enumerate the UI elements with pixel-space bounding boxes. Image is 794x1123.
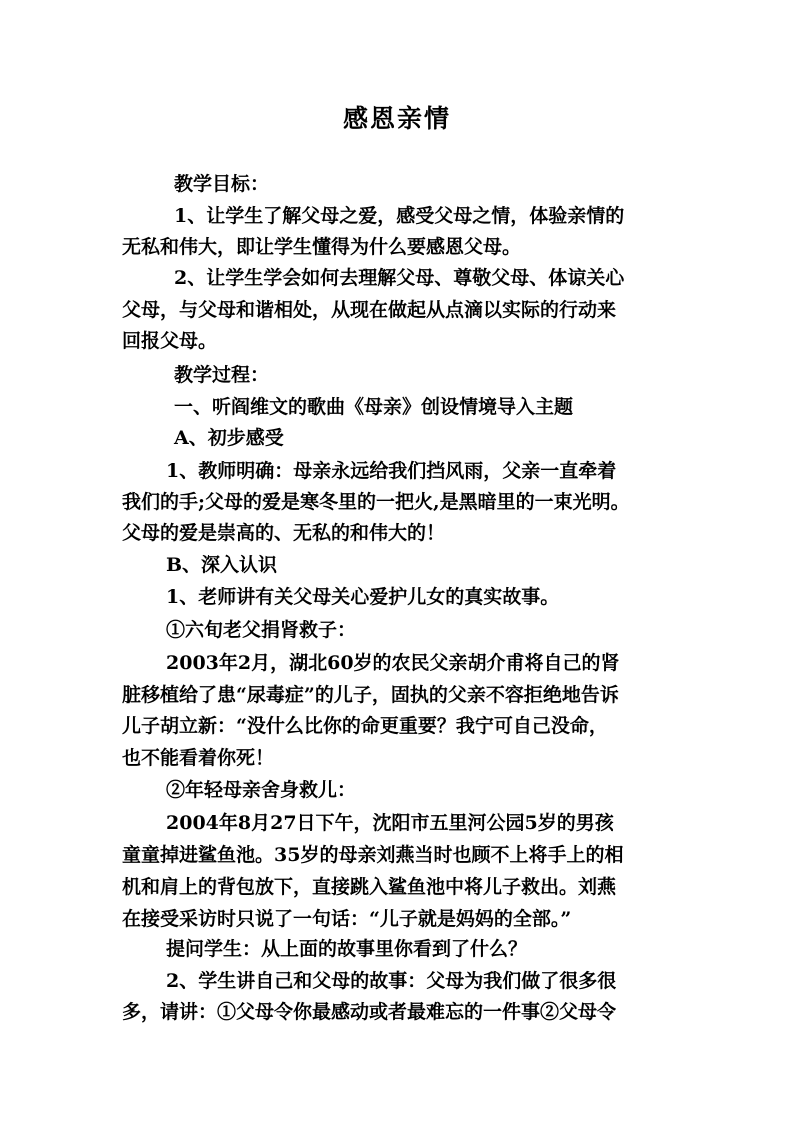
text-line: 也不能看着你死！	[122, 747, 275, 769]
text-line: 机和肩上的背包放下，直接跳入鲨鱼池中将儿子救出。刘燕	[122, 876, 617, 898]
text-line: 1、老师讲有关父母关心爱护儿女的真实故事。	[166, 586, 560, 608]
text-line: 童童掉进鲨鱼池。35岁的母亲刘燕当时也顾不上将手上的相	[122, 844, 624, 866]
text-line: 2、让学生学会如何去理解父母、尊敬父母、体谅关心	[174, 267, 625, 289]
text-line: ②年轻母亲舍身救儿：	[166, 779, 357, 801]
text-line: 回报父母。	[122, 330, 218, 352]
text-line: 在接受采访时只说了一句话：“儿子就是妈妈的全部。”	[122, 908, 572, 930]
text-line: 1、教师明确：母亲永远给我们挡风雨，父亲一直牵着	[166, 460, 617, 482]
text-line: 教学过程：	[174, 364, 270, 386]
text-line: 2、学生讲自己和父母的故事：父母为我们做了很多很	[166, 970, 617, 992]
text-line: 教学目标：	[174, 173, 270, 195]
text-line: 2003年2月，湖北60岁的农民父亲胡介甫将自己的肾	[166, 652, 620, 674]
text-line: 父母，与父母和谐相处，从现在做起从点滴以实际的行动来	[122, 299, 617, 321]
text-line: 1、让学生了解父母之爱，感受父母之情，体验亲情的	[174, 205, 625, 227]
text-line: 提问学生：从上面的故事里你看到了什么？	[166, 938, 528, 960]
text-line: B、深入认识	[166, 554, 278, 576]
text-line: 儿子胡立新：“没什么比你的命更重要？我宁可自己没命，	[122, 715, 608, 737]
text-line: 无私和伟大，即让学生懂得为什么要感恩父母。	[122, 236, 522, 258]
document-title: 感恩亲情	[342, 104, 451, 133]
text-line: 2004年8月27日下午，沈阳市五里河公园5岁的男孩	[166, 812, 614, 834]
text-line: ①六旬老父捐肾救子：	[166, 619, 357, 641]
text-line: 我们的手;父母的爱是寒冬里的一把火,是黑暗里的一束光明。	[122, 491, 630, 513]
text-line: 脏移植给了患“尿毒症”的儿子，固执的父亲不容拒绝地告诉	[122, 684, 619, 706]
text-line: A、初步感受	[174, 427, 284, 449]
text-line: 父母的爱是崇高的、无私的和伟大的！	[122, 522, 446, 544]
text-line: 多，请讲：①父母令你最感动或者最难忘的一件事②父母令	[122, 1001, 617, 1023]
text-line: 一、听阎维文的歌曲《母亲》创设情境导入主题	[174, 396, 574, 418]
